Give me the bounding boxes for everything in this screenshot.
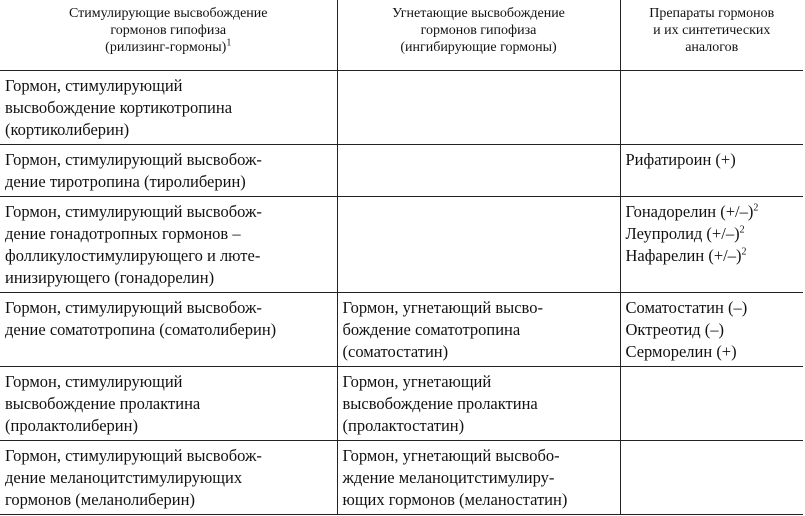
cell-text-line: высвобождение пролактина	[342, 393, 538, 413]
cell-text-line: высвобождение пролактина	[5, 393, 201, 413]
cell-text-line: (пролактолиберин)	[5, 415, 138, 435]
drug-name-text: Соматостатин (–)	[625, 297, 748, 317]
header-line: и их синтетических	[653, 23, 771, 38]
cell-text-line: дение гонадотропных гормонов –	[5, 223, 241, 243]
drug-cell	[620, 70, 803, 144]
header-stimulating	[0, 0, 337, 70]
table-header-row	[0, 0, 803, 70]
inhibiting-hormone-cell	[337, 292, 620, 366]
cell-text-line: Гормон, угнетающий	[342, 371, 492, 391]
cell-text-line: (кортиколиберин)	[5, 119, 130, 139]
cell-text-line: (пролактостатин)	[342, 415, 465, 435]
cell-text-line: Гормон, стимулирующий высвобож-	[5, 201, 262, 221]
cell-text-line: гормонов (меланолиберин)	[5, 489, 195, 509]
drug-cell	[620, 196, 803, 292]
drug-name	[626, 319, 799, 341]
drug-cell	[620, 292, 803, 366]
cell-text-line: фолликулостимулирующего и люте-	[5, 245, 261, 265]
header-line: Препараты гормонов	[649, 6, 775, 21]
cell-text-line: бождение соматотропина	[342, 319, 521, 339]
cell-text-line: Гормон, угнетающий высво-	[342, 297, 543, 317]
drug-name	[626, 149, 799, 171]
table-row	[0, 440, 803, 514]
table-body	[0, 70, 803, 514]
stimulating-hormone-cell	[0, 292, 337, 366]
drug-name	[626, 297, 799, 319]
drug-name-text: Нафарелин (+/–)	[625, 245, 742, 265]
table-row	[0, 366, 803, 440]
inhibiting-hormone-cell	[337, 196, 620, 292]
inhibiting-hormone-cell	[337, 366, 620, 440]
drug-cell	[620, 440, 803, 514]
stimulating-hormone-cell	[0, 440, 337, 514]
cell-text-line: Гормон, стимулирующий	[5, 371, 183, 391]
cell-text-line: ющих гормонов (меланостатин)	[342, 489, 568, 509]
header-line: Угнетающие высвобождение	[392, 6, 565, 21]
cell-text-line: (соматостатин)	[342, 341, 449, 361]
drug-name	[626, 223, 799, 245]
stimulating-hormone-cell	[0, 70, 337, 144]
drug-name-text: Октреотид (–)	[625, 319, 725, 339]
cell-text-line: инизирующего (гонадорелин)	[5, 267, 215, 287]
cell-text-line: Гормон, стимулирующий высвобож-	[5, 149, 262, 169]
header-line: Стимулирующие высвобождение	[69, 6, 268, 21]
cell-text-line: Гормон, стимулирующий высвобож-	[5, 297, 262, 317]
cell-text-line: дение меланоцитстимулирующих	[5, 467, 243, 487]
stimulating-hormone-cell	[0, 144, 337, 196]
table-row	[0, 144, 803, 196]
drug-name	[626, 341, 799, 363]
inhibiting-hormone-cell	[337, 440, 620, 514]
drug-cell	[620, 144, 803, 196]
inhibiting-hormone-cell	[337, 70, 620, 144]
cell-text-line: ждение меланоцитстимулиру-	[342, 467, 555, 487]
cell-text-line: Гормон, стимулирующий	[5, 75, 183, 95]
footnote-marker: 1	[226, 37, 232, 49]
drug-name-text: Серморелин (+)	[625, 341, 737, 361]
header-line	[4, 39, 333, 56]
header-line: (ингибирующие гормоны)	[400, 40, 557, 55]
table-row	[0, 292, 803, 366]
cell-text-line: Гормон, угнетающий высвобо-	[342, 445, 560, 465]
header-drugs	[620, 0, 803, 70]
header-line: гормонов гипофиза	[110, 23, 227, 38]
drug-name	[626, 245, 799, 267]
header-line: гормонов гипофиза	[420, 23, 537, 38]
cell-text-line: дение тиротропина (тиролиберин)	[5, 171, 246, 191]
drug-name	[626, 201, 799, 223]
table-row	[0, 196, 803, 292]
drug-name-text: Гонадорелин (+/–)	[625, 201, 754, 221]
cell-text-line: дение соматотропина (соматолиберин)	[5, 319, 277, 339]
drug-name-text: Леупролид (+/–)	[625, 223, 740, 243]
footnote-marker: 2	[739, 224, 745, 235]
cell-text-line: высвобождение кортикотропина	[5, 97, 233, 117]
footnote-marker: 2	[753, 202, 759, 213]
stimulating-hormone-cell	[0, 196, 337, 292]
table-row	[0, 70, 803, 144]
inhibiting-hormone-cell	[337, 144, 620, 196]
stimulating-hormone-cell	[0, 366, 337, 440]
header-line-text: (рилизинг-гормоны)	[105, 40, 227, 55]
footnote-marker: 2	[741, 246, 747, 257]
drug-cell	[620, 366, 803, 440]
drug-name-text: Рифатироин (+)	[625, 149, 736, 169]
cell-text-line: Гормон, стимулирующий высвобож-	[5, 445, 262, 465]
header-line: аналогов	[685, 40, 739, 55]
header-inhibiting	[337, 0, 620, 70]
